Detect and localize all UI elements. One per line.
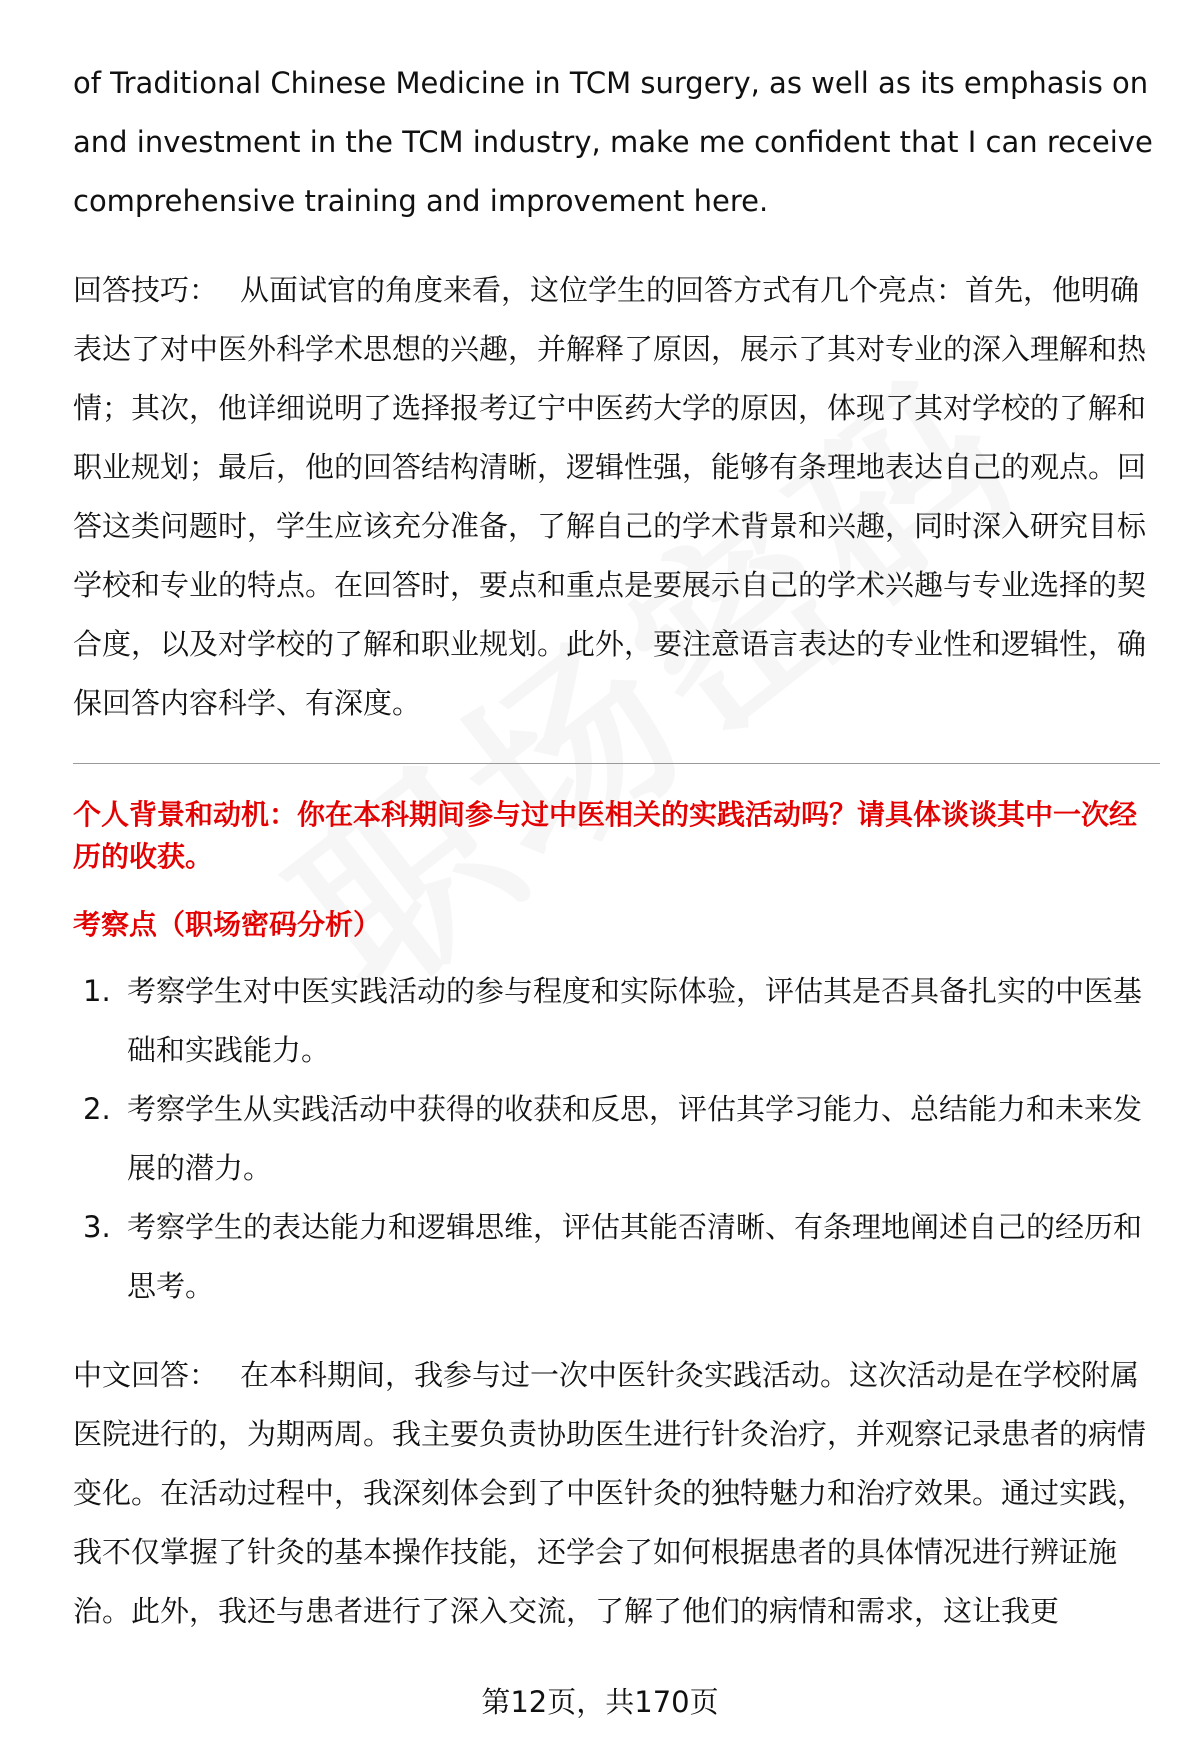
exam-point-text: 考察学生对中医实践活动的参与程度和实际体验，评估其是否具备扎实的中医基础和实践能力。 [127, 974, 1143, 1067]
page-number-footer: 第12页，共170页 [481, 1685, 719, 1719]
exam-point-item [73, 1198, 1160, 1316]
intro-paragraph: of Traditional Chinese Medicine in TCM surgery, as well as its emphasis on and investment in the TCM industry, make me confident that I can receive comprehensive training and improvement here. [73, 66, 1153, 218]
exam-point-text: 考察学生从实践活动中获得的收获和反思，评估其学习能力、总结能力和未来发展的潜力。 [127, 1092, 1143, 1185]
answer-tips-paragraph [73, 261, 1160, 733]
exam-point-item [73, 1080, 1160, 1198]
exam-point-text: 考察学生的表达能力和逻辑思维，评估其能否清晰、有条理地阐述自己的经历和思考。 [127, 1210, 1143, 1303]
question-heading: 个人背景和动机：你在本科期间参与过中医相关的实践活动吗？请具体谈谈其中一次经历的收获。 [73, 798, 1138, 873]
exam-point-item [73, 962, 1160, 1080]
answer-tips-label: 回答技巧： [73, 273, 219, 307]
chinese-answer-label: 中文回答： [73, 1358, 219, 1392]
exam-point-number: 1. [83, 974, 111, 1008]
chinese-answer-paragraph [73, 1346, 1160, 1641]
chinese-answer-text: 在本科期间，我参与过一次中医针灸实践活动。这次活动是在学校附属医院进行的，为期两周。我主要负责协助医生进行针灸治疗，并观察记录患者的病情变化。在活动过程中，我深刻体会到了中医针灸的独特魅力和治疗效果。通过实践，我不仅掌握了针灸的基本操作技能，还学会了如何根据患者的具体情况进行辨证施治。此外，我还与患者进行了深入交流，了解了他们的病情和需求，这让我更 [73, 1358, 1147, 1628]
exam-point-number: 3. [83, 1210, 111, 1244]
section-divider [73, 763, 1160, 764]
exam-points-title: 考察点（职场密码分析） [73, 908, 382, 941]
exam-points-list [73, 962, 1160, 1316]
exam-point-number: 2. [83, 1092, 111, 1126]
answer-tips-text: 从面试官的角度来看，这位学生的回答方式有几个亮点：首先，他明确表达了对中医外科学术思想的兴趣，并解释了原因，展示了其对专业的深入理解和热情；其次，他详细说明了选择报考辽宁中医药大学的原因，体现了其对学校的了解和职业规划；最后，他的回答结构清晰，逻辑性强，能够有条理地表达自己的观点。回答这类问题时，学生应该充分准备，了解自己的学术背景和兴趣，同时深入研究目标学校和专业的特点。在回答时，要点和重点是要展示自己的学术兴趣与专业选择的契合度，以及对学校的了解和职业规划。此外，要注意语言表达的专业性和逻辑性，确保回答内容科学、有深度。 [73, 273, 1147, 720]
content-area [73, 54, 1160, 1641]
